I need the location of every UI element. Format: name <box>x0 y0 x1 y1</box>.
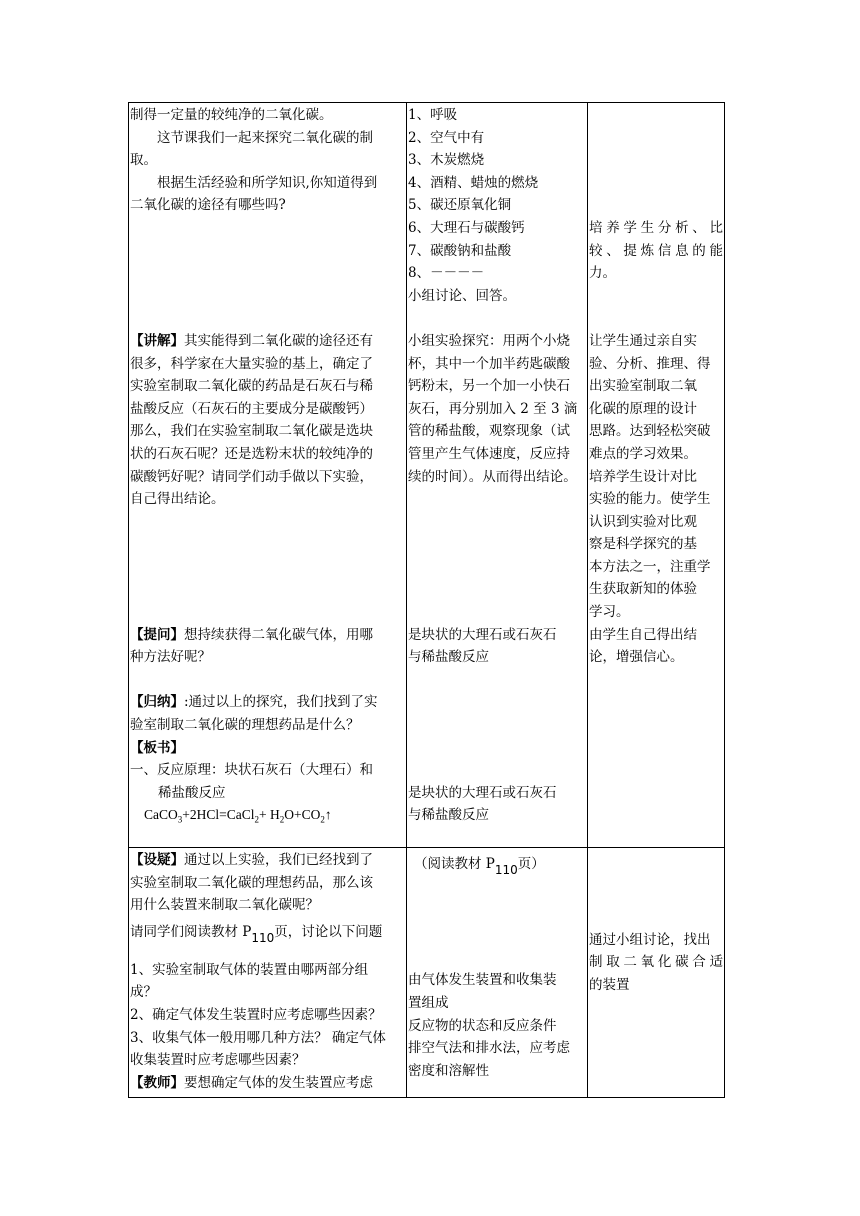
list-item: 1、呼吸 <box>408 107 458 123</box>
intro-line: 制得一定量的较纯净的二氧化碳。 <box>130 107 333 123</box>
design-intent-cell <box>588 103 725 848</box>
explain-line: 自己得出结论。 <box>130 491 225 508</box>
answer-line: 密度和溶解性 <box>408 1062 489 1079</box>
intent-line: 实验的能力。使学生 <box>589 491 711 508</box>
intent-line: 让学生通过亲自实 <box>589 332 697 349</box>
question-line: 3、收集气体一般用哪几种方法？ 确定气体 <box>130 1029 386 1046</box>
answer-line: 反应物的状态和反应条件 <box>408 1017 557 1034</box>
explore-line: 钙粉末，另一个加一小快石 <box>408 378 570 395</box>
intent-line: 制取二氧化碳合适 <box>589 954 723 971</box>
explore-line: 管里产生气体速度，反应持 <box>408 445 570 462</box>
intent-line: 出实验室制取二氧 <box>589 378 697 395</box>
explain-line: 实验室制取二氧化碳的药品是石灰石与稀 <box>130 378 373 395</box>
ask-paragraph: 【提问】想持续获得二氧化碳气体，用哪 <box>130 626 373 643</box>
intent-line: 较、提炼信息的能 <box>589 242 723 259</box>
list-item: 5、碳还原氧化铜 <box>408 197 512 214</box>
intent-line: 生获取新知的体验 <box>589 581 697 598</box>
explain-tag: 【讲解】 <box>130 332 184 349</box>
list-item: 4、酒精、蜡烛的燃烧 <box>408 174 539 191</box>
ask-line: 种方法好呢？ <box>130 649 211 666</box>
answer-line: 是块状的大理石或石灰石 <box>408 784 557 801</box>
explain-paragraph: 【讲解】其实能得到二氧化碳的途径还有 <box>130 332 373 349</box>
explain-line: 很多，科学家在大量实验的基上，确定了 <box>130 355 373 372</box>
table-row <box>129 848 725 1098</box>
intent-line: 的装置 <box>589 976 630 993</box>
explore-line: 灰石，再分别加入 2 至 3 滴 <box>408 400 578 417</box>
lesson-plan-table <box>128 102 725 1098</box>
doubt-paragraph: 【设疑】通过以上实验，我们已经找到了 <box>130 852 373 868</box>
explore-line: 小组实验探究：用两个小烧 <box>408 332 570 349</box>
question-line: 1、实验室制取气体的装置由哪两部分组 <box>130 961 369 978</box>
question-line: 成？ <box>130 984 157 1001</box>
intro-line: 取。 <box>130 152 157 169</box>
intent-line: 难点的学习效果。 <box>589 445 697 462</box>
intent-line: 化碳的原理的设计 <box>589 400 697 417</box>
discuss-text: 小组讨论、回答。 <box>408 287 516 304</box>
intent-line: 认识到实验对比观 <box>589 513 697 530</box>
explain-line: 碳酸钙好呢？请同学们动手做以下实验， <box>130 468 373 485</box>
answer-line: 与稀盐酸反应 <box>408 807 489 824</box>
doubt-line: 实验室制取二氧化碳的理想药品，那么该 <box>130 874 373 891</box>
intent-line: 学习。 <box>589 604 630 621</box>
teacher-paragraph: 【教师】要想确定气体的发生装置应考虑 <box>130 1074 373 1091</box>
intro-line: 根据生活经验和所学知识,你知道得到 <box>157 174 378 191</box>
intent-line: 察是科学探究的基 <box>589 536 697 553</box>
explore-line: 管的稀盐酸，观察现象（试 <box>408 423 570 440</box>
explore-line: 续的时间）。从而得出结论。 <box>408 468 577 485</box>
intent-line: 论，增强信心。 <box>589 649 684 666</box>
intent-line: 培养学生分析、比 <box>589 219 723 236</box>
teacher-tag: 【教师】 <box>130 1074 184 1091</box>
answer-line: 置组成 <box>408 994 449 1011</box>
question-line: 收集装置时应考虑哪些因素？ <box>130 1052 306 1069</box>
intent-line: 验、分析、推理、得 <box>589 355 711 372</box>
board-line: 一、反应原理：块状石灰石（大理石）和 <box>130 762 373 779</box>
intent-line: 本方法之一，注重学 <box>589 558 711 575</box>
table-row <box>129 103 725 848</box>
student-activity-cell <box>407 103 588 848</box>
summary-tag: 【归纳】 <box>130 694 184 711</box>
explain-line: 盐酸反应（石灰石的主要成分是碳酸钙） <box>130 400 373 417</box>
list-item: 3、木炭燃烧 <box>408 152 485 169</box>
chemical-equation: CaCO$_3$+2HCl=CaCl$_2$+ $H_2O+CO_2↑$ <box>144 807 332 826</box>
summary-line: 验室制取二氧化碳的理想药品是什么？ <box>130 717 360 734</box>
list-item: 6、大理石与碳酸钙 <box>408 219 525 236</box>
intro-line: 二氧化碳的途径有哪些吗? <box>130 197 286 214</box>
read-note: （阅读教材 $P_{110}$页） <box>414 856 545 877</box>
intent-line: 通过小组讨论，找出 <box>589 931 711 948</box>
doubt-line: 用什么装置来制取二氧化碳呢？ <box>130 897 319 914</box>
list-item: 2、空气中有 <box>408 129 485 146</box>
doubt-tag: 【设疑】 <box>130 852 184 868</box>
intent-line: 由学生自己得出结 <box>589 626 697 643</box>
list-item: 7、碳酸钠和盐酸 <box>408 242 512 259</box>
ask-tag: 【提问】 <box>130 626 184 643</box>
board-line: 稀盐酸反应 <box>158 784 226 801</box>
intro-line: 这节课我们一起来探究二氧化碳的制 <box>157 129 373 146</box>
student-activity-cell <box>407 848 588 1098</box>
list-item: 8、－－－－ <box>408 265 485 282</box>
explain-line: 那么，我们在实验室制取二氧化碳是选块 <box>130 423 373 440</box>
question-line: 2、确定气体发生装置时应考虑哪些因素？ <box>130 1006 382 1023</box>
summary-paragraph: 【归纳】:通过以上的探究，我们找到了实 <box>130 694 378 711</box>
design-intent-cell <box>588 848 725 1098</box>
read-instruction: 请同学们阅读教材 $P_{110}$页，讨论以下问题 <box>130 923 383 945</box>
intent-line: 力。 <box>589 265 616 282</box>
answer-line: 与稀盐酸反应 <box>408 649 489 666</box>
teacher-activity-cell <box>129 848 407 1098</box>
explain-line: 状的石灰石呢？还是选粉末状的较纯净的 <box>130 445 373 462</box>
intent-line: 培养学生设计对比 <box>589 468 697 485</box>
intent-line: 思路。达到轻松突破 <box>589 423 711 440</box>
answer-line: 由气体发生装置和收集装 <box>408 972 557 989</box>
answer-line: 是块状的大理石或石灰石 <box>408 626 557 643</box>
explore-line: 杯，其中一个加半药匙碳酸 <box>408 355 570 372</box>
answer-line: 排空气法和排水法，应考虑 <box>408 1040 570 1057</box>
teacher-activity-cell <box>129 103 407 848</box>
board-tag: 【板书】 <box>130 739 184 756</box>
